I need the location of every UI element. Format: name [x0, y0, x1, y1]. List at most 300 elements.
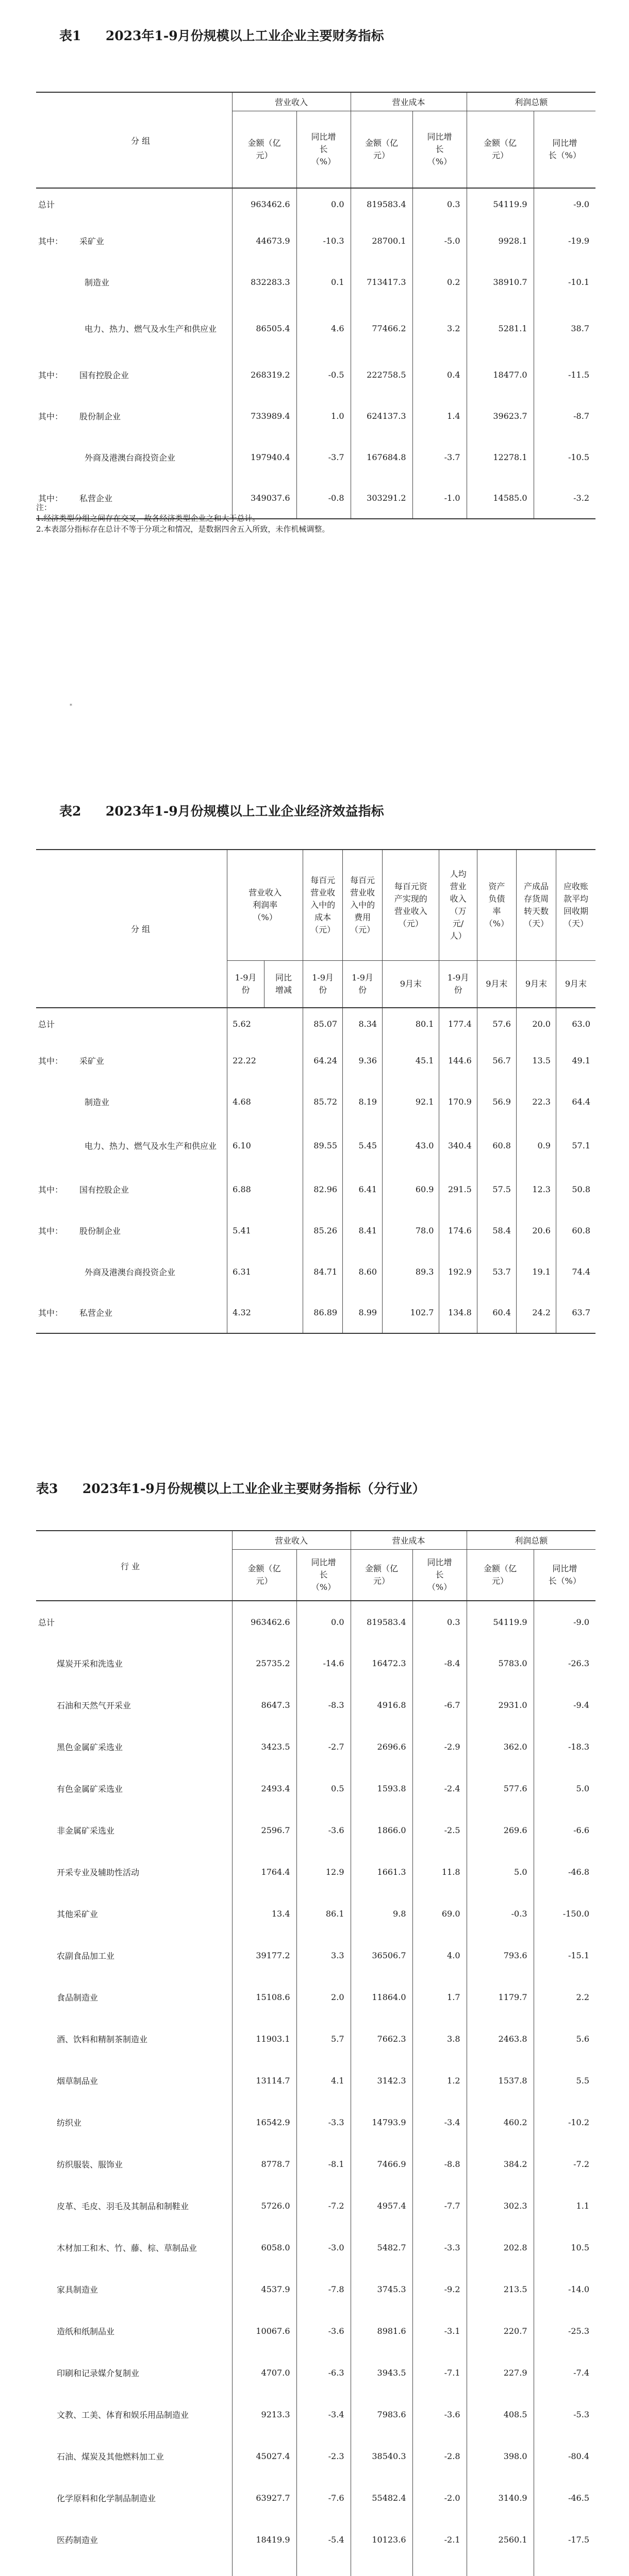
table2-cell: 144.6	[439, 1040, 477, 1081]
table3-row	[36, 2519, 595, 2561]
table1-row-text: 股份制企业	[79, 411, 121, 421]
table3-cell: 1764.4	[232, 1851, 296, 1893]
table3-cell: 10123.6	[351, 2519, 412, 2561]
table3-cell: 9.8	[351, 1893, 412, 1935]
table1-sub-header: 同比增长（%）	[296, 111, 351, 188]
table3-cell: 13114.7	[232, 2060, 296, 2102]
table1-cell: -10.5	[568, 452, 589, 462]
table3-cell: -14.6	[296, 1642, 351, 1684]
table3-cell: 11903.1	[232, 2018, 296, 2060]
table2-cell: 0.9	[516, 1122, 556, 1168]
table2-cell: 60.9	[383, 1168, 439, 1210]
stray-mark: *	[70, 703, 72, 709]
table1-row	[36, 220, 595, 261]
table2-cell: 60.8	[572, 1225, 590, 1235]
table3-cell: 15108.6	[232, 1976, 296, 2018]
table3-cell: 1179.7	[467, 1976, 534, 2018]
table2-cell: 291.5	[439, 1168, 477, 1210]
table3-cell: -150.0	[562, 1909, 589, 1919]
table3-row-label: 烟草制品业	[36, 2060, 232, 2102]
table3-cell: -8.8	[412, 2143, 467, 2185]
table3-cell: 5.7	[296, 2018, 351, 2060]
table3-cell: -3.0	[296, 2227, 351, 2268]
table2-cell: 19.1	[516, 1251, 556, 1292]
table1-row	[36, 354, 595, 395]
table2-cell: 8.34	[343, 1008, 383, 1040]
table3-cell: 4707.0	[232, 2352, 296, 2394]
table2-cell: 49.1	[572, 1055, 590, 1065]
table1-sub-header: 同比增长（%）	[548, 138, 581, 160]
table3-cell: -3.1	[412, 2310, 467, 2352]
table1-row	[36, 302, 595, 354]
table1-sub-header: 金额（亿元）	[467, 111, 534, 188]
table1-cell: 0.0	[296, 188, 351, 220]
table2-sub-header: 9月末	[477, 960, 516, 1008]
table2-cell: 340.4	[439, 1122, 477, 1168]
table1-cell: 44673.9	[232, 220, 296, 261]
table3-cell: 220.7	[467, 2310, 534, 2352]
table3-sub-header: 金额（亿元）	[232, 1549, 296, 1601]
table2-sub-header: 1-9月份	[439, 960, 477, 1008]
table3-cell: 460.2	[467, 2102, 534, 2143]
table1-cell: 832283.3	[232, 261, 296, 302]
table2-cell: 134.8	[439, 1292, 477, 1333]
table2-cell: 50.8	[572, 1184, 590, 1194]
table3-cell: -2.3	[296, 2435, 351, 2477]
table1-notes	[36, 502, 329, 535]
table2-row-label	[36, 1210, 227, 1251]
table3-cell: -2.0	[412, 2477, 467, 2519]
table1-row-prefix: 其中：	[38, 236, 63, 246]
table3-cell: 1.7	[412, 1976, 467, 2018]
table2-sub-header: 1-9月份	[303, 960, 343, 1008]
table2-sub-header: 9月末	[516, 960, 556, 1008]
table1-row	[36, 436, 595, 478]
table3-row	[36, 2102, 595, 2143]
table1-cell: 0.1	[296, 261, 351, 302]
table2-cell: 9.36	[343, 1040, 383, 1081]
table2-col-group: 每百元资产实现的营业收入（元）	[383, 850, 439, 960]
table3-cell: 2596.7	[232, 1809, 296, 1851]
table1-row-text: 国有控股企业	[79, 370, 129, 380]
table3-cell: 3142.3	[351, 2060, 412, 2102]
table2-cell: 8.19	[343, 1081, 383, 1122]
table2-cell: 92.1	[383, 1081, 439, 1122]
table1-row-text: 制造业	[85, 277, 110, 287]
table3-cell: 1537.8	[467, 2060, 534, 2102]
table3-cell: 8981.6	[351, 2310, 412, 2352]
table3-cell: -9.2	[412, 2268, 467, 2310]
table2-sub-header: 1-9月份	[343, 960, 383, 1008]
table3-cell: -2.8	[412, 2435, 467, 2477]
table3-cell: 963462.6	[232, 1601, 296, 1642]
table1-cell: -0.5	[296, 354, 351, 395]
table3-row-label: 化学原料和化学制品制造业	[36, 2477, 232, 2519]
table2-row	[36, 1122, 595, 1168]
table1-note-line: 注：	[36, 503, 52, 512]
table3-row	[36, 1601, 595, 1642]
table3-cell: 1593.8	[351, 1768, 412, 1809]
table3-cell: 5783.0	[467, 1642, 534, 1684]
table1-cell: 0.2	[412, 261, 467, 302]
table3-cell: -5.3	[573, 2410, 589, 2419]
table2-body	[36, 1008, 595, 1333]
table3-row	[36, 1642, 595, 1684]
table1	[36, 92, 595, 519]
table1-cell: -1.0	[412, 478, 467, 519]
table3-cell: 819583.4	[351, 1601, 412, 1642]
table1-row-text: 采矿业	[79, 236, 105, 246]
table2-row-text: 股份制企业	[79, 1226, 121, 1236]
table1-cell: -3.7	[296, 436, 351, 478]
table2-row-label	[36, 1251, 227, 1292]
table3-cell: -3.3	[296, 2102, 351, 2143]
table3-cell: 86.1	[296, 1893, 351, 1935]
table3-cell: -2.9	[412, 1726, 467, 1768]
table2-cell-blank	[264, 1168, 303, 1210]
table3-row-label: 木材加工和木、竹、藤、棕、草制品业	[36, 2227, 232, 2268]
table3-cell: 6058.0	[232, 2227, 296, 2268]
table1-note-line: 1.经济类型分组之间存在交叉，故各经济类型企业之和大于总计。	[36, 514, 260, 523]
table3-cell: 39177.2	[232, 1935, 296, 1976]
table2-cell: 8.41	[343, 1210, 383, 1251]
table2-cell: 20.6	[516, 1210, 556, 1251]
table3-cell: -2.1	[412, 2519, 467, 2561]
table2-sub-header: 1-9月份	[227, 960, 264, 1008]
table1-cell: 0.4	[412, 354, 467, 395]
table3-cell: 5.5	[576, 2076, 589, 2086]
table3-cell: -7.7	[412, 2185, 467, 2227]
table2-row-prefix: 其中：	[38, 1056, 63, 1066]
table1-cell: 222758.5	[351, 354, 412, 395]
table2-cell: 64.24	[303, 1040, 343, 1081]
table3-cell: -25.3	[568, 2326, 589, 2336]
table3-cell: -7.1	[412, 2352, 467, 2394]
table1-cell: 28700.1	[351, 220, 412, 261]
table2-row-label	[36, 1292, 227, 1333]
table1-cell: 3.2	[412, 302, 467, 354]
table3-row-label: 石油和天然气开采业	[36, 1684, 232, 1726]
table2-row-text: 私营企业	[79, 1308, 113, 1318]
table1-row-text: 私营企业	[79, 494, 113, 503]
table3-row	[36, 2268, 595, 2310]
table3-cell: -2.5	[412, 1809, 467, 1851]
table2-row	[36, 1251, 595, 1292]
table3-row-label: 文教、工美、体育和娱乐用品制造业	[36, 2394, 232, 2435]
table1-cell: 819583.4	[351, 188, 412, 220]
table3-cell: 227.9	[467, 2352, 534, 2394]
table2-row	[36, 1292, 595, 1333]
table3-cell: -18.3	[568, 1742, 589, 1752]
table3-cell	[467, 2561, 534, 2576]
table2-cell-blank	[264, 1122, 303, 1168]
table2-cell: 63.0	[572, 1019, 590, 1029]
table2-cell: 53.7	[477, 1251, 516, 1292]
table3-cell: 10067.6	[232, 2310, 296, 2352]
table3-cell	[232, 2561, 296, 2576]
table3-cell: 4.0	[412, 1935, 467, 1976]
table1-row-label	[36, 395, 232, 436]
table3-cell: 5.0	[576, 1784, 589, 1793]
table1-cell: 268319.2	[232, 354, 296, 395]
table3-cell: 269.6	[467, 1809, 534, 1851]
table3-col-group: 营业收入	[232, 1531, 351, 1549]
table3-cell: -8.4	[412, 1642, 467, 1684]
table3-cell: 11.8	[412, 1851, 467, 1893]
table3-cell: -14.0	[568, 2284, 589, 2294]
table1-title	[59, 26, 384, 44]
table3-row-label: 黑色金属矿采选业	[36, 1726, 232, 1768]
table3-cell: 16542.9	[232, 2102, 296, 2143]
table2	[36, 849, 595, 1334]
table3-cell: 202.8	[467, 2227, 534, 2268]
table3-sub-header: 同比增长（%）	[412, 1549, 467, 1601]
table3-cell	[296, 2561, 351, 2576]
table2-sub-header: 同比增减	[264, 960, 303, 1008]
table1-cell: -10.1	[568, 277, 589, 287]
table3-cell: 1866.0	[351, 1809, 412, 1851]
table2-row	[36, 1210, 595, 1251]
table3-cell: 408.5	[467, 2394, 534, 2435]
table1-sub-header: 金额（亿元）	[351, 111, 412, 188]
table3-cell: 4537.9	[232, 2268, 296, 2310]
table1-cell: 5281.1	[467, 302, 534, 354]
table3-cell: 0.3	[412, 1601, 467, 1642]
table3-cell	[351, 2561, 412, 2576]
table3-cell: 362.0	[467, 1726, 534, 1768]
table2-cell: 56.9	[477, 1081, 516, 1122]
table2-cell: 192.9	[439, 1251, 477, 1292]
table3-row	[36, 1684, 595, 1726]
table3-cell: -15.1	[568, 1951, 589, 1960]
table3-row	[36, 2477, 595, 2519]
table1-cell: 624137.3	[351, 395, 412, 436]
table3-cell: 7662.3	[351, 2018, 412, 2060]
table3-cell: 3943.5	[351, 2352, 412, 2394]
table2-row	[36, 1040, 595, 1081]
table2-cell: 5.62	[233, 1019, 251, 1029]
table2-row-label	[36, 1008, 227, 1040]
table1-row-label	[36, 354, 232, 395]
table2-row-text: 总计	[38, 1020, 55, 1029]
table3-row-label: 煤炭开采和洗选业	[36, 1642, 232, 1684]
table3-cell: 14793.9	[351, 2102, 412, 2143]
table3-row-label: 食品制造业	[36, 1976, 232, 2018]
table3-cell: 8647.3	[232, 1684, 296, 1726]
table2-cell: 12.3	[516, 1168, 556, 1210]
table2-row-prefix: 其中：	[38, 1226, 63, 1236]
table3-cell: 13.4	[232, 1893, 296, 1935]
table2-cell: 89.55	[303, 1122, 343, 1168]
table3-cell: -8.3	[296, 1684, 351, 1726]
table2-cell: 4.68	[233, 1096, 251, 1107]
table3-cell: 9213.3	[232, 2394, 296, 2435]
table3-cell: 302.3	[467, 2185, 534, 2227]
table2-cell: 177.4	[439, 1008, 477, 1040]
table2-col-group: 每百元营业收入中的费用（元）	[343, 850, 383, 960]
table1-cell: 38910.7	[467, 261, 534, 302]
table2-cell: 56.7	[477, 1040, 516, 1081]
table2-row-label	[36, 1040, 227, 1081]
table3-cell: 2.0	[296, 1976, 351, 2018]
table2-row-text: 电力、热力、燃气及水生产和供应业	[85, 1141, 217, 1151]
table1-row-prefix: 其中：	[38, 494, 63, 503]
table3-row-label: 开采专业及辅助性活动	[36, 1851, 232, 1893]
table1-title-no: 表1	[59, 28, 81, 43]
table1-cell: 349037.6	[232, 478, 296, 519]
table3-row-label: 其他采矿业	[36, 1893, 232, 1935]
table3-cell: 5.6	[576, 2034, 589, 2044]
table3-cell: -3.3	[412, 2227, 467, 2268]
table2-cell: 170.9	[439, 1081, 477, 1122]
table2-cell-blank	[264, 1008, 303, 1040]
table1-cell: 12278.1	[467, 436, 534, 478]
table2-cell: 22.3	[516, 1081, 556, 1122]
table3-cell: 3745.3	[351, 2268, 412, 2310]
table2-row-label	[36, 1122, 227, 1168]
table3-cell	[412, 2561, 467, 2576]
table1-row	[36, 188, 595, 220]
table1-row	[36, 261, 595, 302]
table3-row-label: 纺织业	[36, 2102, 232, 2143]
table2-col-group: 每百元营业收入中的成本（元）	[303, 850, 343, 960]
table3-row-label: 有色金属矿采选业	[36, 1768, 232, 1809]
table3-cell: 2931.0	[467, 1684, 534, 1726]
table2-row	[36, 1168, 595, 1210]
table3-cell: 793.6	[467, 1935, 534, 1976]
table3-row-label: 家具制造业	[36, 2268, 232, 2310]
table1-cell: 86505.4	[232, 302, 296, 354]
table1-row-label	[36, 188, 232, 220]
table2-title-no: 表2	[59, 804, 81, 819]
table3-cell: 2696.6	[351, 1726, 412, 1768]
table3-title-text: 2023年1-9月份规模以上工业企业主要财务指标（分行业）	[82, 1481, 425, 1496]
table1-row-label	[36, 302, 232, 354]
table1-cell: 733989.4	[232, 395, 296, 436]
table3-row-label	[36, 2561, 232, 2576]
table2-cell: 45.1	[383, 1040, 439, 1081]
table3-row	[36, 1809, 595, 1851]
table3-row	[36, 2352, 595, 2394]
table1-cell: -5.0	[412, 220, 467, 261]
table3-cell: 1.1	[576, 2201, 589, 2211]
table3-cell: 3140.9	[467, 2477, 534, 2519]
table3-cell: -26.3	[568, 1658, 589, 1668]
table1-cell: 14585.0	[467, 478, 534, 519]
table2-row-header: 分 组	[36, 850, 227, 1008]
table1-cell: 4.6	[296, 302, 351, 354]
table2-cell: 43.0	[383, 1122, 439, 1168]
table2-col-group: 应收账款平均回收期（天）	[556, 850, 595, 960]
table1-cell: -11.5	[568, 369, 589, 380]
table3-cell	[534, 2561, 595, 2576]
table3-col-group: 营业成本	[351, 1531, 467, 1549]
table3-cell: -7.4	[573, 2368, 589, 2378]
table2-cell-blank	[264, 1251, 303, 1292]
table3-cell: 7983.6	[351, 2394, 412, 2435]
table3-cell: 38540.3	[351, 2435, 412, 2477]
table3-cell: -7.2	[573, 2159, 589, 2169]
table3-row	[36, 2310, 595, 2352]
table1-cell: 713417.3	[351, 261, 412, 302]
table3-cell: 54119.9	[467, 1601, 534, 1642]
table1-col-group: 营业成本	[351, 92, 467, 111]
table1-cell: 1.0	[296, 395, 351, 436]
table2-title	[59, 801, 384, 820]
table3-row	[36, 1935, 595, 1976]
table3-row	[36, 2060, 595, 2102]
table2-cell: 85.72	[303, 1081, 343, 1122]
table3-cell: 384.2	[467, 2143, 534, 2185]
table2-cell: 64.4	[572, 1096, 590, 1107]
table3-cell: 398.0	[467, 2435, 534, 2477]
table3-row-label: 皮革、毛皮、羽毛及其制品和制鞋业	[36, 2185, 232, 2227]
table1-sub-header: 金额（亿元）	[232, 111, 296, 188]
table3-cell: 1661.3	[351, 1851, 412, 1893]
table3-row-label: 造纸和纸制品业	[36, 2310, 232, 2352]
table2-sub-header: 9月末	[565, 978, 587, 989]
table3-cell: 2560.1	[467, 2519, 534, 2561]
table2-cell: 174.6	[439, 1210, 477, 1251]
table1-cell: -0.8	[296, 478, 351, 519]
table1-cell: -10.3	[296, 220, 351, 261]
table3	[36, 1530, 595, 2576]
table3-sub-header: 金额（亿元）	[351, 1549, 412, 1601]
table3-row	[36, 2435, 595, 2477]
table2-cell: 84.71	[303, 1251, 343, 1292]
table3-cell: 3423.5	[232, 1726, 296, 1768]
table3-section	[36, 1479, 595, 2576]
table2-row-prefix: 其中：	[38, 1184, 63, 1195]
table3-cell: 7466.9	[351, 2143, 412, 2185]
table3-cell: -0.3	[467, 1893, 534, 1935]
table1-note-line: 2.本表部分指标存在总计不等于分项之和情况，是数据四舍五入所致，未作机械调整。	[36, 524, 330, 534]
table3-cell: 5726.0	[232, 2185, 296, 2227]
table1-cell: 39623.7	[467, 395, 534, 436]
table3-cell: 4.1	[296, 2060, 351, 2102]
table2-cell: 74.4	[572, 1266, 590, 1277]
table1-row-label	[36, 220, 232, 261]
table3-row-label: 酒、饮料和精制茶制造业	[36, 2018, 232, 2060]
table1-cell: 167684.8	[351, 436, 412, 478]
table2-cell: 63.7	[572, 1308, 590, 1317]
table3-row-label: 总计	[36, 1601, 232, 1642]
table3-cell: -3.6	[296, 1809, 351, 1851]
table3-cell: 3.3	[296, 1935, 351, 1976]
table3-row	[36, 1893, 595, 1935]
table3-cell: 8778.7	[232, 2143, 296, 2185]
table2-cell-blank	[264, 1210, 303, 1251]
table3-title	[36, 1479, 425, 1497]
table3-cell: 25735.2	[232, 1642, 296, 1684]
table2-cell: 8.60	[343, 1251, 383, 1292]
table3-cell: -2.7	[296, 1726, 351, 1768]
table1-cell: 54119.9	[467, 188, 534, 220]
table3-cell: 5482.7	[351, 2227, 412, 2268]
table2-cell: 60.8	[477, 1122, 516, 1168]
table2-cell: 57.1	[572, 1140, 590, 1150]
table3-sub-header: 金额（亿元）	[467, 1549, 534, 1601]
table3-row	[36, 2561, 595, 2576]
table1-row-header: 分 组	[36, 92, 232, 188]
table2-row-text: 国有控股企业	[79, 1184, 129, 1195]
table3-cell: 45027.4	[232, 2435, 296, 2477]
table3-row	[36, 1976, 595, 2018]
table2-cell: 82.96	[303, 1168, 343, 1210]
table2-col-group: 资产负债率（%）	[477, 850, 516, 960]
table3-row-label: 非金属矿采选业	[36, 1809, 232, 1851]
table2-title-text: 2023年1-9月份规模以上工业企业经济效益指标	[105, 804, 384, 819]
